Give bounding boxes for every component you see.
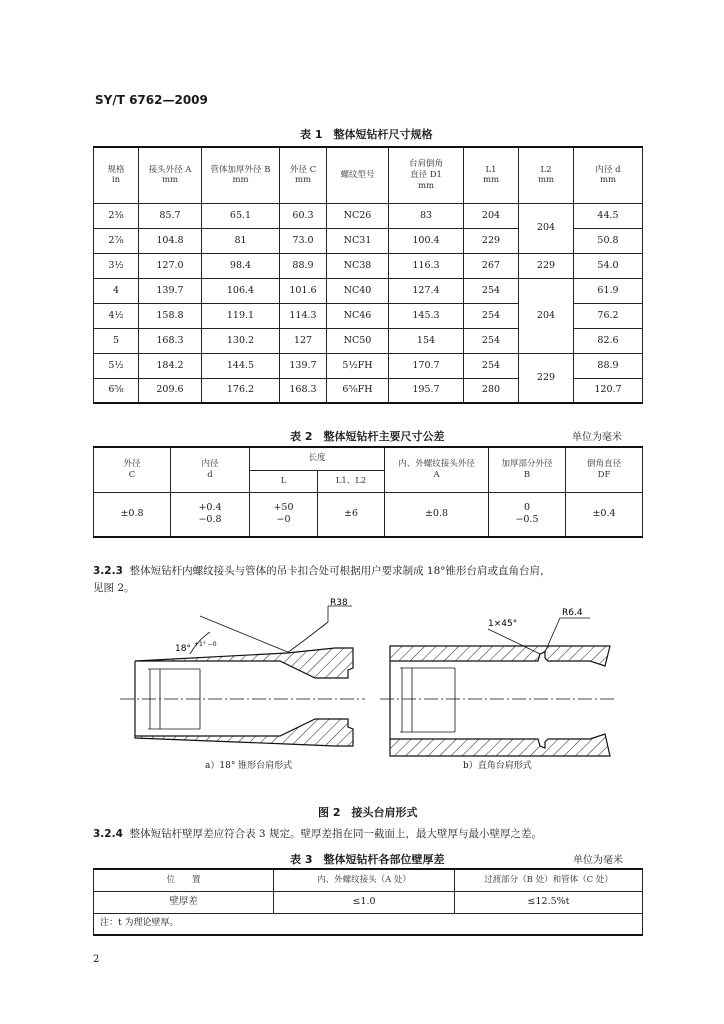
- table-row: [94, 253, 643, 278]
- cell: 254: [464, 278, 519, 303]
- cell: 114.3: [280, 303, 327, 328]
- cell: 104.8: [139, 228, 202, 253]
- cell: 204: [519, 203, 574, 253]
- cell: 106.4: [202, 278, 280, 303]
- fig-label-r38: R38: [330, 598, 348, 608]
- cell: 184.2: [139, 353, 202, 378]
- cell: 116.3: [389, 253, 464, 278]
- cell: NC46: [327, 303, 389, 328]
- th-id: 内径 d: [171, 447, 250, 492]
- cell: 229: [464, 228, 519, 253]
- table3-header-row: [94, 869, 643, 891]
- table-row: [94, 203, 643, 228]
- cell: 158.8: [139, 303, 202, 328]
- cell: 144.5: [202, 353, 280, 378]
- th-id: 内径 d mm: [574, 147, 643, 203]
- th-bevel-dia: 倒角直径 DF: [566, 447, 643, 492]
- th-l2: L2 mm: [519, 147, 574, 203]
- cell: 2⅜: [94, 203, 139, 228]
- paragraph-3-2-3: 3.2.3 整体短钻杆内螺纹接头与管体的吊卡扣合处可根据用户要求制成 18°锥形台肩或直角台肩，: [93, 565, 551, 577]
- cell: 195.7: [389, 378, 464, 403]
- cell: 76.2: [574, 303, 643, 328]
- cell: 139.7: [280, 353, 327, 378]
- cell: 88.9: [574, 353, 643, 378]
- cell: 139.7: [139, 278, 202, 303]
- figure-a-caption: a）18° 锥形台肩形式: [205, 761, 293, 771]
- th-bevel-dia: 台肩倒角 直径 D1 mm: [389, 147, 464, 203]
- paragraph-3-2-4: 3.2.4 整体短钻杆壁厚差应符合表 3 规定。壁厚差指在同一截面上，最大壁厚与最小壁厚之差。: [93, 828, 542, 840]
- cell: 145.3: [389, 303, 464, 328]
- cell: 73.0: [280, 228, 327, 253]
- cell: NC26: [327, 203, 389, 228]
- table-row: [94, 891, 643, 913]
- cell: NC50: [327, 328, 389, 353]
- th-position: 位 置: [94, 869, 274, 891]
- cell: +0.4 −0.8: [171, 492, 250, 537]
- cell: NC31: [327, 228, 389, 253]
- clause-number: 3.2.3: [93, 565, 123, 577]
- cell: 60.3: [280, 203, 327, 228]
- th-transition-body: 过渡部分（B 处）和管体（C 处）: [455, 869, 643, 891]
- table2-header-row: [94, 447, 643, 470]
- table3-caption: 表 3 整体短钻杆各部位壁厚差: [290, 853, 445, 866]
- cell: 88.9: [280, 253, 327, 278]
- fig-label-angle: 18°: [175, 644, 191, 654]
- cell: ≤1.0: [274, 891, 455, 913]
- cell: 壁厚差: [94, 891, 274, 913]
- th-joint: 内、外螺纹接头（A 处）: [274, 869, 455, 891]
- th-od: 外径 C: [94, 447, 171, 492]
- cell: 81: [202, 228, 280, 253]
- cell: ±6: [318, 492, 385, 537]
- cell: 254: [464, 328, 519, 353]
- cell: 176.2: [202, 378, 280, 403]
- fig-label-r64: R6.4: [562, 608, 583, 618]
- cell: 229: [519, 253, 574, 278]
- cell: 5½FH: [327, 353, 389, 378]
- table-row: [94, 492, 643, 537]
- cell: ±0.8: [94, 492, 171, 537]
- cell: 168.3: [280, 378, 327, 403]
- cell: ≤12.5%t: [455, 891, 643, 913]
- table1-header-row: [94, 147, 643, 203]
- cell: 61.9: [574, 278, 643, 303]
- cell: 154: [389, 328, 464, 353]
- cell: 127.4: [389, 278, 464, 303]
- cell: 0 −0.5: [489, 492, 566, 537]
- fig-label-chamfer: 1×45°: [488, 619, 518, 629]
- th-thread: 螺纹型号: [327, 147, 389, 203]
- figure-a-tapered-shoulder: [120, 598, 365, 746]
- cell: 101.6: [280, 278, 327, 303]
- th-upset-od: 管体加厚外径 B mm: [202, 147, 280, 203]
- cell: 5: [94, 328, 139, 353]
- cell: 120.7: [574, 378, 643, 403]
- table1: [93, 146, 643, 404]
- cell: 44.5: [574, 203, 643, 228]
- table-row: [94, 353, 643, 378]
- cell: 204: [519, 278, 574, 353]
- cell: 54.0: [574, 253, 643, 278]
- cell: 209.6: [139, 378, 202, 403]
- cell: 4: [94, 278, 139, 303]
- cell: 6⅝FH: [327, 378, 389, 403]
- table-row: [94, 278, 643, 303]
- th-l: L: [250, 470, 318, 492]
- standard-number: SY/T 6762—2009: [95, 93, 208, 107]
- th-l1: L1 mm: [464, 147, 519, 203]
- cell: NC40: [327, 278, 389, 303]
- cell: 98.4: [202, 253, 280, 278]
- cell: 170.7: [389, 353, 464, 378]
- th-joint-od: 接头外径 A mm: [139, 147, 202, 203]
- table2: [93, 446, 643, 538]
- table3-unit: 单位为毫米: [573, 855, 623, 866]
- cell: 127.0: [139, 253, 202, 278]
- cell: 5½: [94, 353, 139, 378]
- table3-note: 注：t 为理论壁厚。: [94, 913, 643, 935]
- cell: 119.1: [202, 303, 280, 328]
- cell: 100.4: [389, 228, 464, 253]
- cell: 204: [464, 203, 519, 228]
- cell: 6⅝: [94, 378, 139, 403]
- th-l1-l2: L1、L2: [318, 470, 385, 492]
- cell: 254: [464, 303, 519, 328]
- clause-number: 3.2.4: [93, 828, 123, 840]
- figure-2-drawing: [90, 596, 650, 776]
- th-upset-od: 加厚部分外径 B: [489, 447, 566, 492]
- cell: 83: [389, 203, 464, 228]
- th-od: 外径 C mm: [280, 147, 327, 203]
- cell: ±0.8: [385, 492, 489, 537]
- cell: 4½: [94, 303, 139, 328]
- cell: 82.6: [574, 328, 643, 353]
- table3: [93, 868, 643, 936]
- cell: 2⅞: [94, 228, 139, 253]
- th-joint-od: 内、外螺纹接头外径 A: [385, 447, 489, 492]
- page-number: 2: [93, 954, 100, 965]
- figure-2-caption: 图 2 接头台肩形式: [318, 806, 418, 819]
- cell: 65.1: [202, 203, 280, 228]
- cell: 229: [519, 353, 574, 403]
- figure-b-caption: b）直角台肩形式: [463, 761, 532, 771]
- cell: 3½: [94, 253, 139, 278]
- cell: 168.3: [139, 328, 202, 353]
- cell: 280: [464, 378, 519, 403]
- table1-caption: 表 1 整体短钻杆尺寸规格: [300, 128, 433, 141]
- table3-note-row: [94, 913, 643, 935]
- table2-caption: 表 2 整体短钻杆主要尺寸公差: [290, 430, 445, 443]
- table2-unit: 单位为毫米: [572, 432, 622, 443]
- cell: 50.8: [574, 228, 643, 253]
- paragraph-3-2-3-cont: 见图 2。: [93, 582, 135, 594]
- th-length: 长度: [250, 447, 385, 470]
- cell: 267: [464, 253, 519, 278]
- cell: +50 −0: [250, 492, 318, 537]
- cell: ±0.4: [566, 492, 643, 537]
- figure-b-square-shoulder: [380, 608, 615, 756]
- cell: NC38: [327, 253, 389, 278]
- fig-label-tolerance: +1° −0: [194, 641, 217, 648]
- th-size: 规格 in: [94, 147, 139, 203]
- cell: 85.7: [139, 203, 202, 228]
- cell: 254: [464, 353, 519, 378]
- cell: 130.2: [202, 328, 280, 353]
- cell: 127: [280, 328, 327, 353]
